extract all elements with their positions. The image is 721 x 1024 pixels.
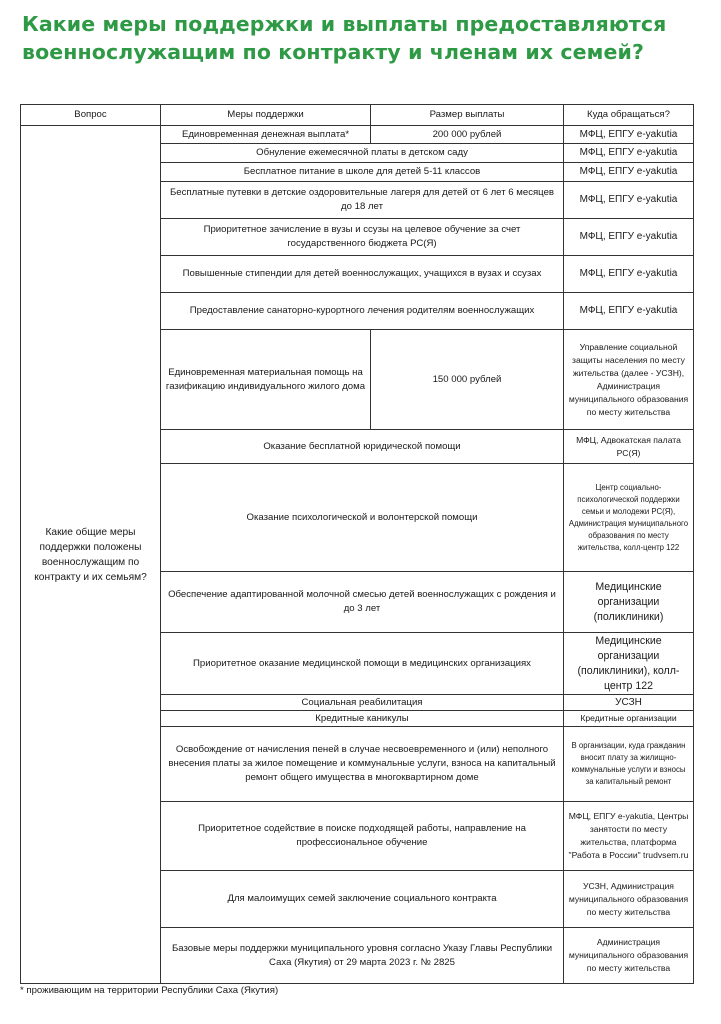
where-cell: МФЦ, Адвокатская палата РС(Я) xyxy=(564,430,694,464)
measure-cell: Обнуление ежемесячной платы в детском саду xyxy=(161,144,564,163)
measure-cell: Для малоимущих семей заключение социального контракта xyxy=(161,871,564,928)
where-cell: МФЦ, ЕПГУ e-yakutia xyxy=(564,219,694,256)
where-cell: Центр социально-психологической поддержки семьи и молодежи РС(Я), Администрация муниципального образования по месту жительства, колл-центр 122 xyxy=(564,464,694,572)
table-row xyxy=(21,126,694,144)
where-cell: Кредитные организации xyxy=(564,711,694,727)
measure-cell: Социальная реабилитация xyxy=(161,695,564,711)
measure-cell: Освобождение от начисления пеней в случае несвоевременного и (или) неполного внесения платы за жилое помещение и коммунальные услуги, взноса на капитальный ремонт общего имущества в многоквартирном доме xyxy=(161,727,564,802)
support-measures-table xyxy=(20,104,694,984)
page-title: Какие меры поддержки и выплаты предоставляются военнослужащим по контракту и членам их семей? xyxy=(22,12,667,64)
amount-cell: 150 000 рублей xyxy=(371,330,564,430)
amount-cell: 200 000 рублей xyxy=(371,126,564,144)
where-cell: МФЦ, ЕПГУ e-yakutia xyxy=(564,144,694,163)
measure-cell: Повышенные стипендии для детей военнослужащих, учащихся в вузах и ссузах xyxy=(161,256,564,293)
where-cell: Медицинские организации (поликлиники), колл-центр 122 xyxy=(564,633,694,695)
measure-cell: Оказание психологической и волонтерской помощи xyxy=(161,464,564,572)
where-cell: УСЗН xyxy=(564,695,694,711)
where-cell: МФЦ, ЕПГУ e-yakutia, Центры занятости по месту жительства, платформа "Работа в России" trudvsem.ru xyxy=(564,802,694,871)
measure-cell: Кредитные каникулы xyxy=(161,711,564,727)
measure-cell: Бесплатное питание в школе для детей 5-11 классов xyxy=(161,163,564,182)
where-cell: МФЦ, ЕПГУ e-yakutia xyxy=(564,256,694,293)
where-cell: Администрация муниципального образования по месту жительства xyxy=(564,928,694,984)
where-cell: МФЦ, ЕПГУ e-yakutia xyxy=(564,126,694,144)
measure-cell: Приоритетное зачисление в вузы и ссузы на целевое обучение за счет государственного бюджета РС(Я) xyxy=(161,219,564,256)
where-cell: МФЦ, ЕПГУ e-yakutia xyxy=(564,293,694,330)
measure-cell: Базовые меры поддержки муниципального уровня согласно Указу Главы Республики Саха (Якутия) от 29 марта 2023 г. № 2825 xyxy=(161,928,564,984)
measure-cell: Единовременная денежная выплата* xyxy=(161,126,371,144)
header-where: Куда обращаться? xyxy=(564,105,694,126)
where-cell: Медицинские организации (поликлиники) xyxy=(564,572,694,633)
measure-cell: Бесплатные путевки в детские оздоровительные лагеря для детей от 6 лет 6 месяцев до 18 лет xyxy=(161,182,564,219)
footnote: * проживающим на территории Республики Саха (Якутия) xyxy=(20,985,279,996)
header-question: Вопрос xyxy=(21,105,161,126)
header-amount: Размер выплаты xyxy=(371,105,564,126)
table-header-row xyxy=(21,105,694,126)
where-cell: Управление социальной защиты населения по месту жительства (далее - УСЗН), Администрация муниципального образования по месту жительства xyxy=(564,330,694,430)
where-cell: УСЗН, Администрация муниципального образования по месту жительства xyxy=(564,871,694,928)
measure-cell: Обеспечение адаптированной молочной смесью детей военнослужащих с рождения и до 3 лет xyxy=(161,572,564,633)
measure-cell: Единовременная материальная помощь на газификацию индивидуального жилого дома xyxy=(161,330,371,430)
measure-cell: Приоритетное содействие в поиске подходящей работы, направление на профессиональное обучение xyxy=(161,802,564,871)
where-cell: МФЦ, ЕПГУ e-yakutia xyxy=(564,182,694,219)
where-cell: В организации, куда гражданин вносит плату за жилищно-коммунальные услуги и взносы за капитальный ремонт xyxy=(564,727,694,802)
measure-cell: Предоставление санаторно-курортного лечения родителям военнослужащих xyxy=(161,293,564,330)
measure-cell: Оказание бесплатной юридической помощи xyxy=(161,430,564,464)
measure-cell: Приоритетное оказание медицинской помощи в медицинских организациях xyxy=(161,633,564,695)
header-measures: Меры поддержки xyxy=(161,105,371,126)
question-cell: Какие общие меры поддержки положены военнослужащим по контракту и их семьям? xyxy=(21,126,161,984)
where-cell: МФЦ, ЕПГУ e-yakutia xyxy=(564,163,694,182)
